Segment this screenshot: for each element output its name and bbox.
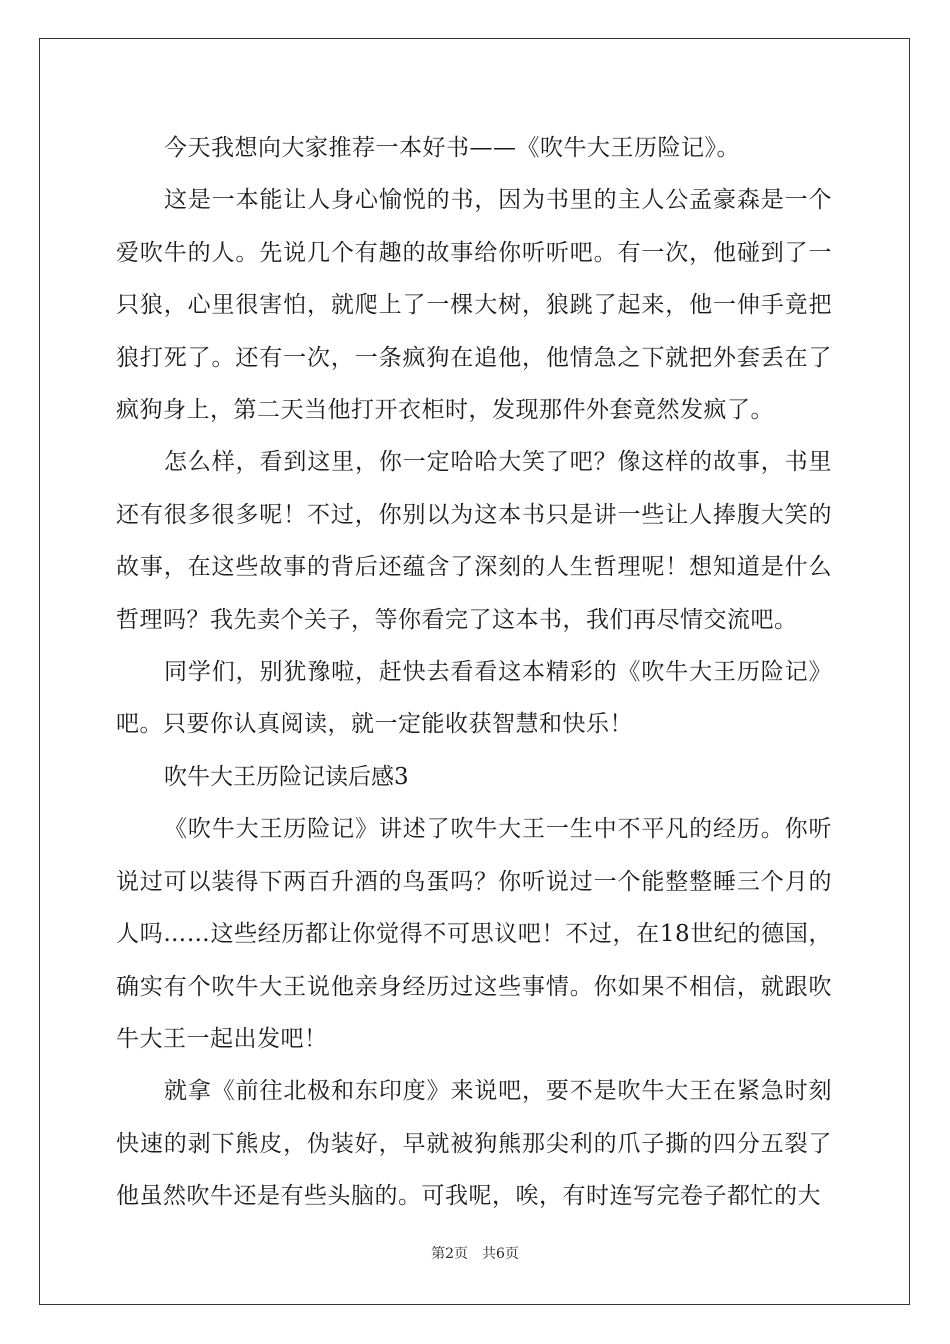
section-heading: 吹牛大王历险记读后感3: [164, 763, 409, 790]
paragraph-call-to-read: 同学们，别犹豫啦，赶快去看看这本精彩的《吹牛大王历险记》吧。只要你认真阅读，就一定能收获智慧和快乐！: [116, 659, 832, 738]
page-footer: [0, 1243, 950, 1263]
paragraph-story-summary: 这是一本能让人身心愉悦的书，因为书里的主人公孟豪森是一个爱吹牛的人。先说几个有趣的故事给你听听吧。有一次，他碰到了一只狼，心里很害怕，就爬上了一棵大树，狼跳了起来，他一伸手竟把狼打死了。还有一次，一条疯狗在追他，他情急之下就把外套丢在了疯狗身上，第二天当他打开衣柜时，发现那件外套竟然发疯了。: [116, 187, 832, 424]
paragraph-north-pole-story: 就拿《前往北极和东印度》来说吧，要不是吹牛大王在紧急时刻快速的剥下熊皮，伪装好，早就被狗熊那尖利的爪子撕的四分五裂了他虽然吹牛还是有些头脑的。可我呢，唉，有时连写完卷子都忙的大: [116, 1078, 832, 1210]
page-total: 共6页: [482, 1246, 519, 1262]
paragraph-recommend-intro: 今天我想向大家推荐一本好书——《吹牛大王历险记》。: [164, 135, 740, 161]
paragraph-reader-reaction: 怎么样，看到这里，你一定哈哈大笑了吧？像这样的故事，书里还有很多很多呢！不过，你别以为这本书只是讲一些让人捧腹大笑的故事，在这些故事的背后还蕴含了深刻的人生哲理呢！想知道是什么哲理吗？我先卖个关子，等你看完了这本书，我们再尽情交流吧。: [116, 449, 832, 633]
page-number: 第2页: [431, 1246, 468, 1262]
document-body: [116, 122, 832, 1223]
paragraph-book-overview: 《吹牛大王历险记》讲述了吹牛大王一生中不平凡的经历。你听说过可以装得下两百升酒的鸟蛋吗？你听说过一个能整整睡三个月的人吗……这些经历都让你觉得不可思议吧！不过，在18世纪的德国，确实有个吹牛大王说他亲身经历过这些事情。你如果不相信，就跟吹牛大王一起出发吧！: [116, 816, 832, 1052]
